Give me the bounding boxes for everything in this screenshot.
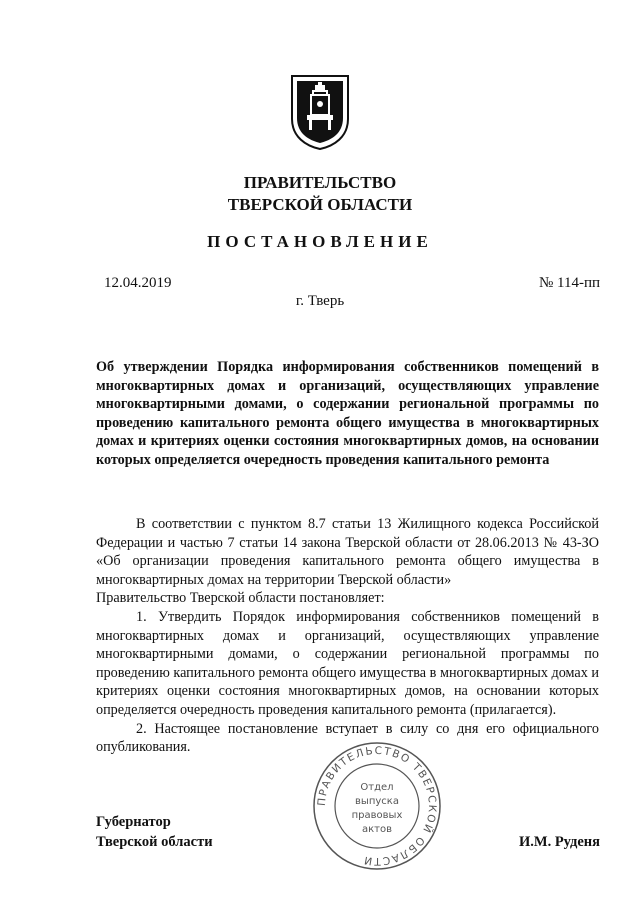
- government-name-line2: ТВЕРСКОЙ ОБЛАСТИ: [227, 195, 413, 214]
- document-number: № 114-пп: [538, 275, 600, 291]
- government-name-line1: ПРАВИТЕЛЬСТВО: [243, 173, 397, 192]
- intro-paragraph: В соответствии с пунктом 8.7 статьи 13 Жилищного кодекса Российской Федерации и частью 7 статьи 14 закона Тверской области от 28.06.2013 № 43-ЗО «Об организации проведения капитального ремонта общего имущества в многоквартирных домах на территории Тверской области»: [96, 516, 599, 588]
- item-1-paragraph: 1. Утвердить Порядок информирования собственников помещений в многоквартирных домах и организаций, осуществляющих управление многоквартирными домами, о содержании региональной программы по проведению капитального ремонта общего имущества в многоквартирных домах и критериях оценки состояния многоквартирных домов, на основании которых определяется очередность проведения капитального ремонта (прилагается).: [96, 608, 599, 718]
- signatory-name: И.М. Руденя: [518, 834, 600, 850]
- document-date: 12.04.2019: [104, 275, 172, 291]
- signatory-position: [96, 812, 213, 852]
- stamp-line4: актов: [361, 824, 393, 835]
- signatory-position-line2: Тверской области: [96, 834, 213, 850]
- official-stamp: [311, 740, 443, 872]
- document-subject: Об утверждении Порядка информирования собственников помещений в многоквартирных домах и организаций, осуществляющих управление многоквартирными домами, о содержании региональной программы по проведению капитального ремонта общего имущества в многоквартирных домах и критериях оценки состояния многоквартирных домов, на основании которых определяется очередность проведения капитального ремонта: [96, 359, 599, 468]
- stamp-line3: правовых: [351, 810, 403, 821]
- stamp-line2: выпуска: [355, 796, 399, 807]
- document-city: г. Тверь: [295, 293, 345, 309]
- stamp-ring-text: ПРАВИТЕЛЬСТВО ТВЕРСКОЙ ОБЛАСТИ: [315, 744, 439, 868]
- stamp-line1: Отдел: [360, 782, 394, 793]
- item-2-paragraph: 2. Настоящее постановление вступает в силу со дня его официального опубликования.: [96, 720, 599, 756]
- signatory-position-line1: Губернатор: [96, 814, 171, 830]
- tver-coat-of-arms-icon: [289, 73, 351, 151]
- decree-line: Правительство Тверской области постановляет:: [96, 590, 385, 607]
- document-type-title: ПОСТАНОВЛЕНИЕ: [207, 232, 433, 251]
- document-body: [96, 515, 599, 757]
